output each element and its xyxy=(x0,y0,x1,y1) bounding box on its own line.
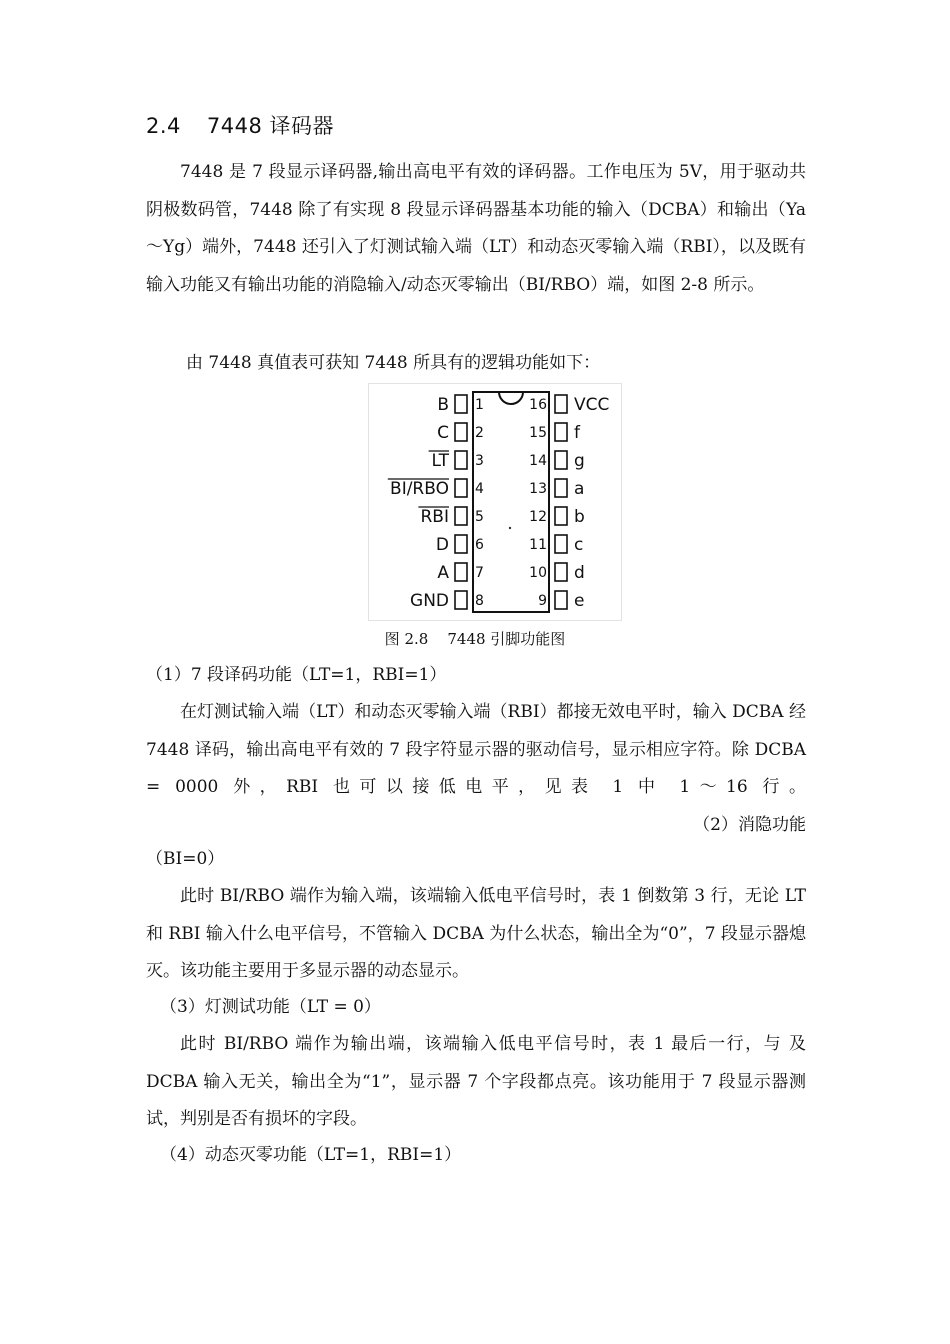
pin-10-box xyxy=(555,563,567,581)
pin-6-box xyxy=(455,535,467,553)
pin-2-label: C xyxy=(437,423,449,443)
pin-14-number: 14 xyxy=(529,453,547,469)
pin-14-label: g xyxy=(574,451,585,471)
pin-4-number: 4 xyxy=(475,481,484,497)
section-number: 2.4 xyxy=(146,114,181,138)
pin-11-number: 11 xyxy=(529,537,547,553)
section-heading xyxy=(146,110,334,140)
section-title: 7448 译码器 xyxy=(206,114,335,138)
pin-15-number: 15 xyxy=(529,425,547,441)
func1-body-text: 在灯测试输入端（LT）和动态灭零输入端（RBI）都接无效电平时，输入 DCBA 经 7448 译码，输出高电平有效的 7 段字符显示器的驱动信号，显示相应字符。除 DCBA = 0000 外，RBI 也可以接低电平，见表 1 中 1～16 行。 xyxy=(146,702,806,797)
pin-9-number: 9 xyxy=(538,593,547,609)
pin-11-label: c xyxy=(574,535,584,555)
pin-8-label: GND xyxy=(410,591,449,611)
func2-heading-start: （2）消隐功能 xyxy=(693,814,806,835)
pin-2-number: 2 xyxy=(475,425,484,441)
pin-12-label: b xyxy=(574,507,585,527)
pin-9-box xyxy=(555,591,567,609)
pin-4-label: BI/RBO xyxy=(390,479,449,499)
pin-14-box xyxy=(555,451,567,469)
pin-5-number: 5 xyxy=(475,509,484,525)
pin-8-box xyxy=(455,591,467,609)
pin-5-label: RBI xyxy=(420,507,449,527)
pin-13-label: a xyxy=(574,479,585,499)
func4-heading: （4）动态灭零功能（LT=1，RBI=1） xyxy=(160,1145,462,1165)
pin-1-label: B xyxy=(437,395,449,415)
pin-13-box xyxy=(555,479,567,497)
figure-caption: 图 2.8 7448 引脚功能图 xyxy=(384,630,566,648)
chip-dot xyxy=(509,527,511,529)
pinout-figure xyxy=(368,383,622,621)
pin-6-label: D xyxy=(435,535,449,555)
pin-10-label: d xyxy=(574,563,585,583)
func3-body: 此时 BI/RBO 端作为输出端，该端输入低电平信号时，表 1 最后一行，与 及 DCBA 输入无关，输出全为“1”，显示器 7 个字段都点亮。该功能用于 7 段显示器测试，判别是否有损坏的字段。 xyxy=(146,1034,806,1129)
func3-heading: （3）灯测试功能（LT = 0） xyxy=(160,997,381,1017)
pin-16-box xyxy=(555,395,567,413)
pin-4-box xyxy=(455,479,467,497)
pin-1-number: 1 xyxy=(475,397,484,413)
pin-6-number: 6 xyxy=(475,537,484,553)
pin-3-number: 3 xyxy=(475,453,484,469)
pin-13-number: 13 xyxy=(529,481,547,497)
intro-paragraph: 7448 是 7 段显示译码器,输出高电平有效的译码器。工作电压为 5V，用于驱动共阴极数码管，7448 除了有实现 8 段显示译码器基本功能的输入（DCBA）和输出（Ya～Yg）端外，7448 还引入了灯测试输入端（LT）和动态灭零输入端（RBI），以及既有输入功能又有输出功能的消隐输入/动态灭零输出（BI/RBO）端，如图 2-8 所示。 xyxy=(146,162,806,295)
pin-7-number: 7 xyxy=(475,565,484,581)
pin-12-box xyxy=(555,507,567,525)
pin-7-box xyxy=(455,563,467,581)
pin-7-label: A xyxy=(437,563,449,583)
pin-11-box xyxy=(555,535,567,553)
pin-3-label: LT xyxy=(431,451,449,471)
pin-2-box xyxy=(455,423,467,441)
pin-16-number: 16 xyxy=(529,397,547,413)
pin-5-box xyxy=(455,507,467,525)
pin-16-label: VCC xyxy=(574,395,610,415)
pin-3-box xyxy=(455,451,467,469)
pin-9-label: e xyxy=(574,591,585,611)
func1-body xyxy=(146,694,806,844)
pin-15-box xyxy=(555,423,567,441)
pin-12-number: 12 xyxy=(529,509,547,525)
truth-table-intro: 由 7448 真值表可获知 7448 所具有的逻辑功能如下： xyxy=(186,353,601,373)
pin-8-number: 8 xyxy=(475,593,484,609)
func1-heading: （1）7 段译码功能（LT=1，RBI=1） xyxy=(146,665,447,685)
pin-15-label: f xyxy=(574,423,580,443)
pinout-diagram xyxy=(369,384,621,620)
pin-1-box xyxy=(455,395,467,413)
func2-heading-end: （BI=0） xyxy=(146,849,225,869)
chip-notch xyxy=(499,392,523,404)
pin-10-number: 10 xyxy=(529,565,547,581)
func2-body: 此时 BI/RBO 端作为输入端，该端输入低电平信号时，表 1 倒数第 3 行，无论 LT 和 RBI 输入什么电平信号，不管输入 DCBA 为什么状态，输出全为“0”，7 段显示器熄灭。该功能主要用于多显示器的动态显示。 xyxy=(146,886,806,981)
